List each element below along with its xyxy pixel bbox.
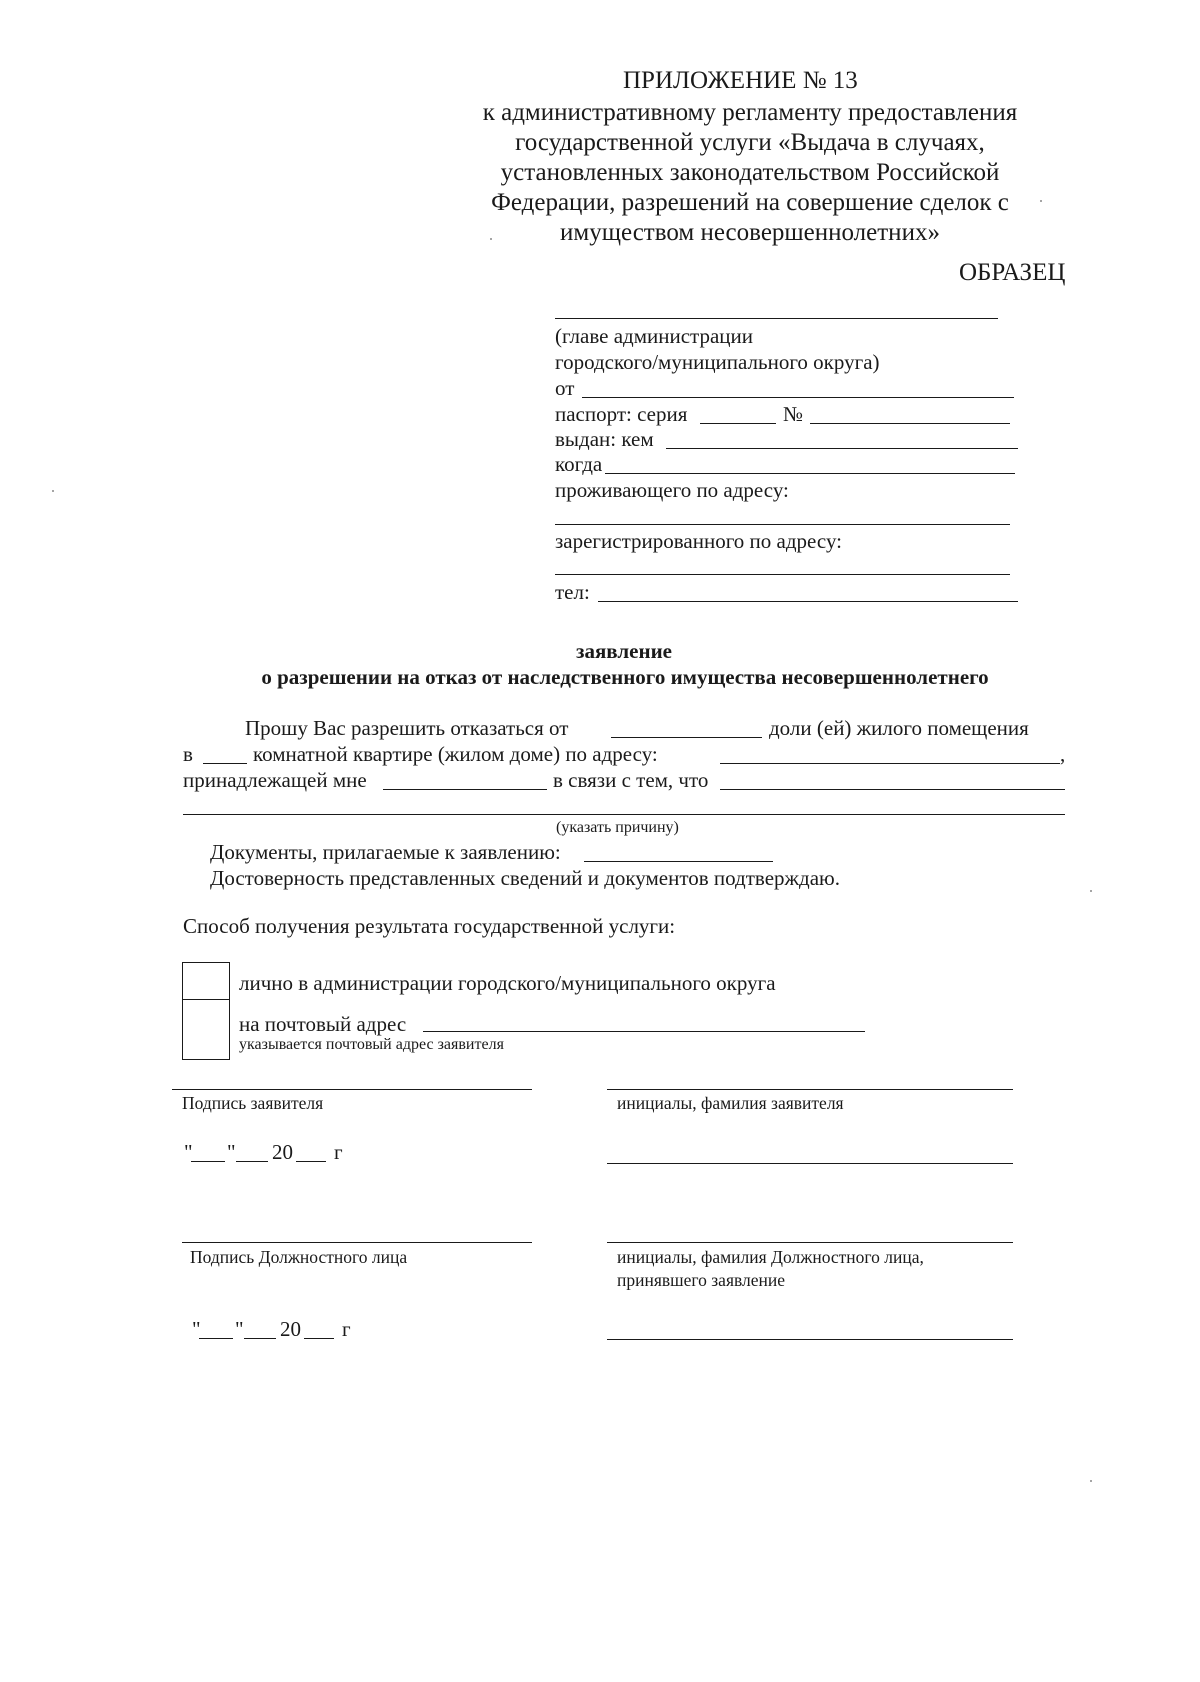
official-extra-line[interactable] [607, 1339, 1013, 1340]
applicant-signature-line[interactable] [172, 1089, 532, 1090]
request-text-4: комнатной квартире (жилом доме) по адресу: [253, 742, 658, 766]
scan-speck [52, 490, 54, 492]
applicant-signature-label: Подпись заявителя [182, 1093, 324, 1113]
scan-speck [1090, 1480, 1092, 1482]
statement-subtitle: о разрешении на отказ от наследственного имущества несовершеннолетнего [261, 665, 989, 689]
passport-series-field[interactable] [700, 423, 776, 424]
from-label: от [555, 376, 575, 400]
delivery-method-heading: Способ получения результата государственной услуги: [183, 914, 676, 938]
official-date-day-field[interactable] [199, 1338, 233, 1339]
official-date-year-suffix: г [342, 1317, 351, 1341]
in-person-option-label: лично в администрации городского/муниципального округа [239, 971, 776, 995]
property-address-field[interactable] [720, 763, 1060, 764]
applicant-date-year-prefix: 20 [272, 1140, 293, 1164]
sample-mark: ОБРАЗЕЦ [959, 259, 1066, 286]
scan-speck [1090, 890, 1092, 892]
issue-date-field[interactable] [605, 473, 1015, 474]
attached-docs-field[interactable] [584, 861, 773, 862]
regulation-ref-line-2: государственной услуги «Выдача в случаях, [515, 129, 985, 156]
statement-title: заявление [576, 639, 672, 663]
official-date-quote-close: " [235, 1317, 244, 1341]
scan-speck [490, 238, 492, 240]
addressee-role-line-1: (главе администрации [555, 324, 754, 348]
official-date-year-field[interactable] [304, 1338, 334, 1339]
applicant-date-year-field[interactable] [296, 1161, 326, 1162]
applicant-date-day-field[interactable] [191, 1161, 225, 1162]
applicant-name-label: инициалы, фамилия заявителя [617, 1093, 844, 1113]
phone-field[interactable] [598, 601, 1018, 602]
applicant-date-quote-close: " [227, 1140, 236, 1164]
applicant-date-month-field[interactable] [236, 1161, 268, 1162]
postal-checkbox[interactable] [182, 999, 230, 1060]
in-person-checkbox[interactable] [182, 962, 230, 1001]
official-date-year-prefix: 20 [280, 1317, 301, 1341]
official-signature-line[interactable] [182, 1242, 532, 1243]
reason-field[interactable] [720, 789, 1065, 790]
from-field[interactable] [582, 397, 1014, 398]
official-date-month-field[interactable] [244, 1338, 276, 1339]
residence-address-label: проживающего по адресу: [555, 478, 789, 502]
postal-address-hint: указывается почтовый адрес заявителя [239, 1036, 504, 1053]
request-text-1: Прошу Вас разрешить отказаться от [245, 716, 569, 740]
applicant-date-quote-open: " [184, 1140, 193, 1164]
attached-docs-label: Документы, прилагаемые к заявлению: [210, 840, 561, 864]
reason-hint: (указать причину) [556, 819, 679, 836]
postal-address-field[interactable] [423, 1031, 865, 1032]
applicant-date-year-suffix: г [334, 1140, 343, 1164]
regulation-ref-line-4: Федерации, разрешений на совершение сделок с [491, 189, 1009, 216]
share-field[interactable] [611, 737, 762, 738]
official-name-label-line-1: инициалы, фамилия Должностного лица, [617, 1247, 924, 1267]
applicant-name-line[interactable] [607, 1089, 1013, 1090]
registration-address-label: зарегистрированного по адресу: [555, 529, 842, 553]
request-text-6: в связи с тем, что [553, 768, 709, 792]
scan-speck [1040, 200, 1042, 202]
registration-address-field[interactable] [555, 574, 1010, 575]
phone-label: тел: [555, 580, 590, 604]
official-date-quote-open: " [192, 1317, 201, 1341]
issued-by-label: выдан: кем [555, 427, 654, 451]
passport-series-label: паспорт: серия [555, 402, 688, 426]
postal-option-label: на почтовый адрес [239, 1012, 407, 1036]
issued-by-field[interactable] [666, 448, 1018, 449]
request-comma: , [1060, 742, 1066, 766]
official-signature-label: Подпись Должностного лица [190, 1247, 408, 1267]
passport-number-field[interactable] [810, 423, 1010, 424]
ownership-field[interactable] [383, 789, 547, 790]
addressee-role-line-2: городского/муниципального округа) [555, 350, 880, 374]
issue-date-label: когда [555, 452, 603, 476]
applicant-extra-line[interactable] [607, 1163, 1013, 1164]
request-text-5: принадлежащей мне [183, 768, 367, 792]
residence-address-field[interactable] [555, 524, 1010, 525]
reason-field-continued[interactable] [183, 814, 1065, 815]
addressee-name-line[interactable] [555, 318, 998, 319]
official-name-label-line-2: принявшего заявление [617, 1270, 786, 1290]
appendix-title: ПРИЛОЖЕНИЕ № 13 [623, 67, 858, 94]
regulation-ref-line-5: имуществом несовершеннолетних» [560, 219, 940, 246]
rooms-field[interactable] [203, 763, 247, 764]
passport-number-label: № [783, 402, 804, 426]
regulation-ref-line-3: установленных законодательством Российской [500, 159, 1000, 186]
regulation-ref-line-1: к административному регламенту предоставления [482, 99, 1018, 126]
request-text-2: доли (ей) жилого помещения [769, 716, 1029, 740]
request-text-3: в [183, 742, 193, 766]
official-name-line[interactable] [607, 1242, 1013, 1243]
confirmation-text: Достоверность представленных сведений и документов подтверждаю. [210, 866, 840, 890]
